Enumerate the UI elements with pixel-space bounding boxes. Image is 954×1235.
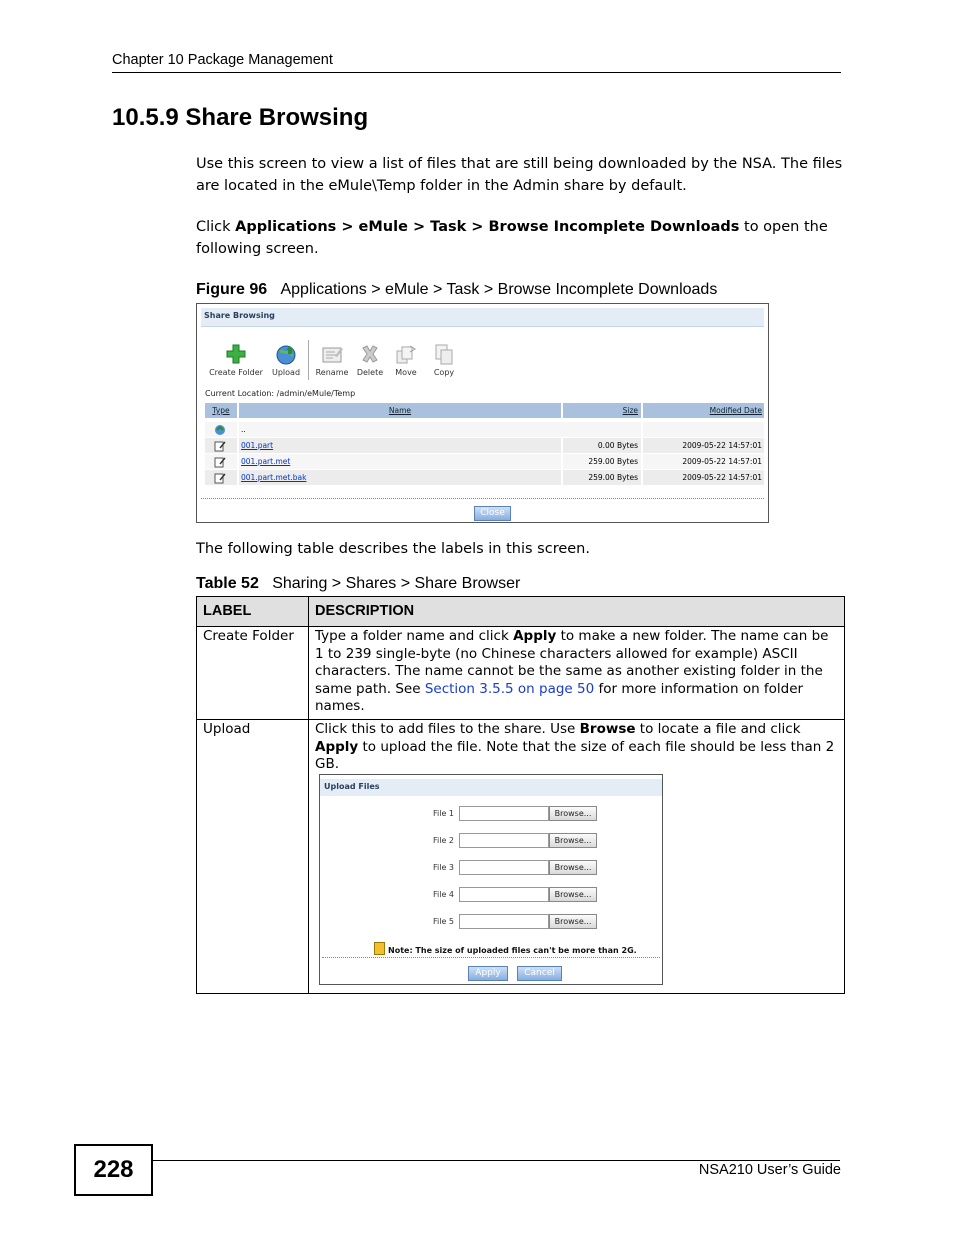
current-location: Current Location: /admin/eMule/Temp xyxy=(205,389,356,398)
column-size[interactable]: Size xyxy=(563,403,641,418)
instruction-paragraph: Click Applications > eMule > Task > Browse Incomplete Downloads to open the following screen. xyxy=(196,219,828,257)
rename-button[interactable]: Rename xyxy=(312,342,352,377)
row-description: Type a folder name and click Apply to make a new folder. The name can be 1 to 239 single-byte (no Chinese characters allowed for example) ASCII characters. The name cannot be the same as another existing folder in the same path. See Section 3.5.5 on page 50 for more information on folder names. xyxy=(315,628,829,714)
header-rule xyxy=(112,72,841,73)
upload-titlebar: Upload Files xyxy=(320,779,662,796)
globe-upload-icon xyxy=(275,342,297,366)
page-number: 228 xyxy=(74,1144,153,1196)
guide-title: NSA210 User’s Guide xyxy=(698,1162,841,1178)
table-intro: The following table describes the labels in this screen. xyxy=(196,541,590,557)
browse-button[interactable]: Browse... xyxy=(549,860,597,875)
close-button[interactable]: Close xyxy=(474,506,511,521)
delete-icon xyxy=(359,342,381,366)
file-date: 2009-05-22 14:57:01 xyxy=(643,470,764,485)
file-input[interactable] xyxy=(459,806,549,821)
delete-button[interactable]: Delete xyxy=(354,342,386,377)
browse-button[interactable]: Browse... xyxy=(549,833,597,848)
file-name[interactable]: 001.part xyxy=(239,438,561,453)
figure-caption: Figure 96 Applications > eMule > Task > Browse Incomplete Downloads xyxy=(196,281,718,298)
file-size: 259.00 Bytes xyxy=(563,454,641,469)
file-name[interactable]: .. xyxy=(239,422,563,437)
label-column-header: LABEL xyxy=(203,603,252,619)
move-icon xyxy=(395,342,417,366)
size-note: Note: The size of uploaded files can't be more than 2G. xyxy=(374,942,637,955)
file-row: File 3 Browse... xyxy=(320,860,662,876)
file-row: File 1 Browse... xyxy=(320,806,662,822)
file-input[interactable] xyxy=(459,887,549,902)
parent-folder-icon xyxy=(214,424,226,436)
divider xyxy=(322,957,660,958)
file-size: 259.00 Bytes xyxy=(563,470,641,485)
section-title: 10.5.9 Share Browsing xyxy=(112,104,369,131)
apply-button[interactable]: Apply xyxy=(468,966,508,981)
file-row: File 5 Browse... xyxy=(320,914,662,930)
table-row[interactable] xyxy=(205,422,764,437)
toolbar-separator xyxy=(308,340,309,380)
chapter-header: Chapter 10 Package Management xyxy=(112,52,333,68)
footer-rule xyxy=(152,1160,840,1161)
copy-button[interactable]: Copy xyxy=(429,342,459,377)
plus-icon xyxy=(225,342,247,366)
panel-titlebar: Share Browsing xyxy=(201,308,764,327)
table-row[interactable] xyxy=(205,470,764,485)
table-header-row xyxy=(197,597,844,627)
section-link[interactable]: Section 3.5.5 on page 50 xyxy=(424,680,595,697)
divider xyxy=(201,498,764,499)
cancel-button[interactable]: Cancel xyxy=(517,966,562,981)
table-row[interactable] xyxy=(205,438,764,453)
column-name[interactable]: Name xyxy=(239,403,561,418)
column-type[interactable]: Type xyxy=(205,403,237,418)
column-modified-date[interactable]: Modified Date xyxy=(643,403,764,418)
warning-icon xyxy=(374,942,385,955)
upload-button[interactable]: Upload xyxy=(269,342,303,377)
menu-path: Applications > eMule > Task > Browse Incomplete Downloads xyxy=(235,219,740,235)
rename-icon xyxy=(321,342,343,366)
file-date: 2009-05-22 14:57:01 xyxy=(643,438,764,453)
browse-button[interactable]: Browse... xyxy=(549,887,597,902)
file-name[interactable]: 001.part.met.bak xyxy=(239,470,561,485)
file-input[interactable] xyxy=(459,860,549,875)
file-name[interactable]: 001.part.met xyxy=(239,454,561,469)
upload-files-screenshot xyxy=(319,774,663,985)
share-browsing-screenshot xyxy=(196,303,769,523)
create-folder-button[interactable]: Create Folder xyxy=(206,342,266,377)
browse-button[interactable]: Browse... xyxy=(549,806,597,821)
table-caption: Table 52 Sharing > Shares > Share Browser xyxy=(196,575,521,592)
file-input[interactable] xyxy=(459,833,549,848)
intro-paragraph: Use this screen to view a list of files that are still being downloaded by the NSA. The files are located in the eMule\Temp folder in the Admin share by default. xyxy=(196,156,843,194)
copy-icon xyxy=(433,342,455,366)
row-label: Upload xyxy=(203,721,251,737)
browse-button[interactable]: Browse... xyxy=(549,914,597,929)
move-button[interactable]: Move xyxy=(391,342,421,377)
table-row[interactable] xyxy=(205,454,764,469)
row-description: Click this to add files to the share. Use Browse to locate a file and click Apply to upload the file. Note that the size of each file should be less than 2 GB. xyxy=(315,721,835,772)
file-date: 2009-05-22 14:57:01 xyxy=(643,454,764,469)
file-row: File 2 Browse... xyxy=(320,833,662,849)
file-size: 0.00 Bytes xyxy=(563,438,641,453)
file-icon xyxy=(214,440,226,452)
file-row: File 4 Browse... xyxy=(320,887,662,903)
file-input[interactable] xyxy=(459,914,549,929)
description-column-header: DESCRIPTION xyxy=(315,603,415,619)
row-label: Create Folder xyxy=(203,628,294,644)
file-icon xyxy=(214,472,226,484)
file-icon xyxy=(214,456,226,468)
